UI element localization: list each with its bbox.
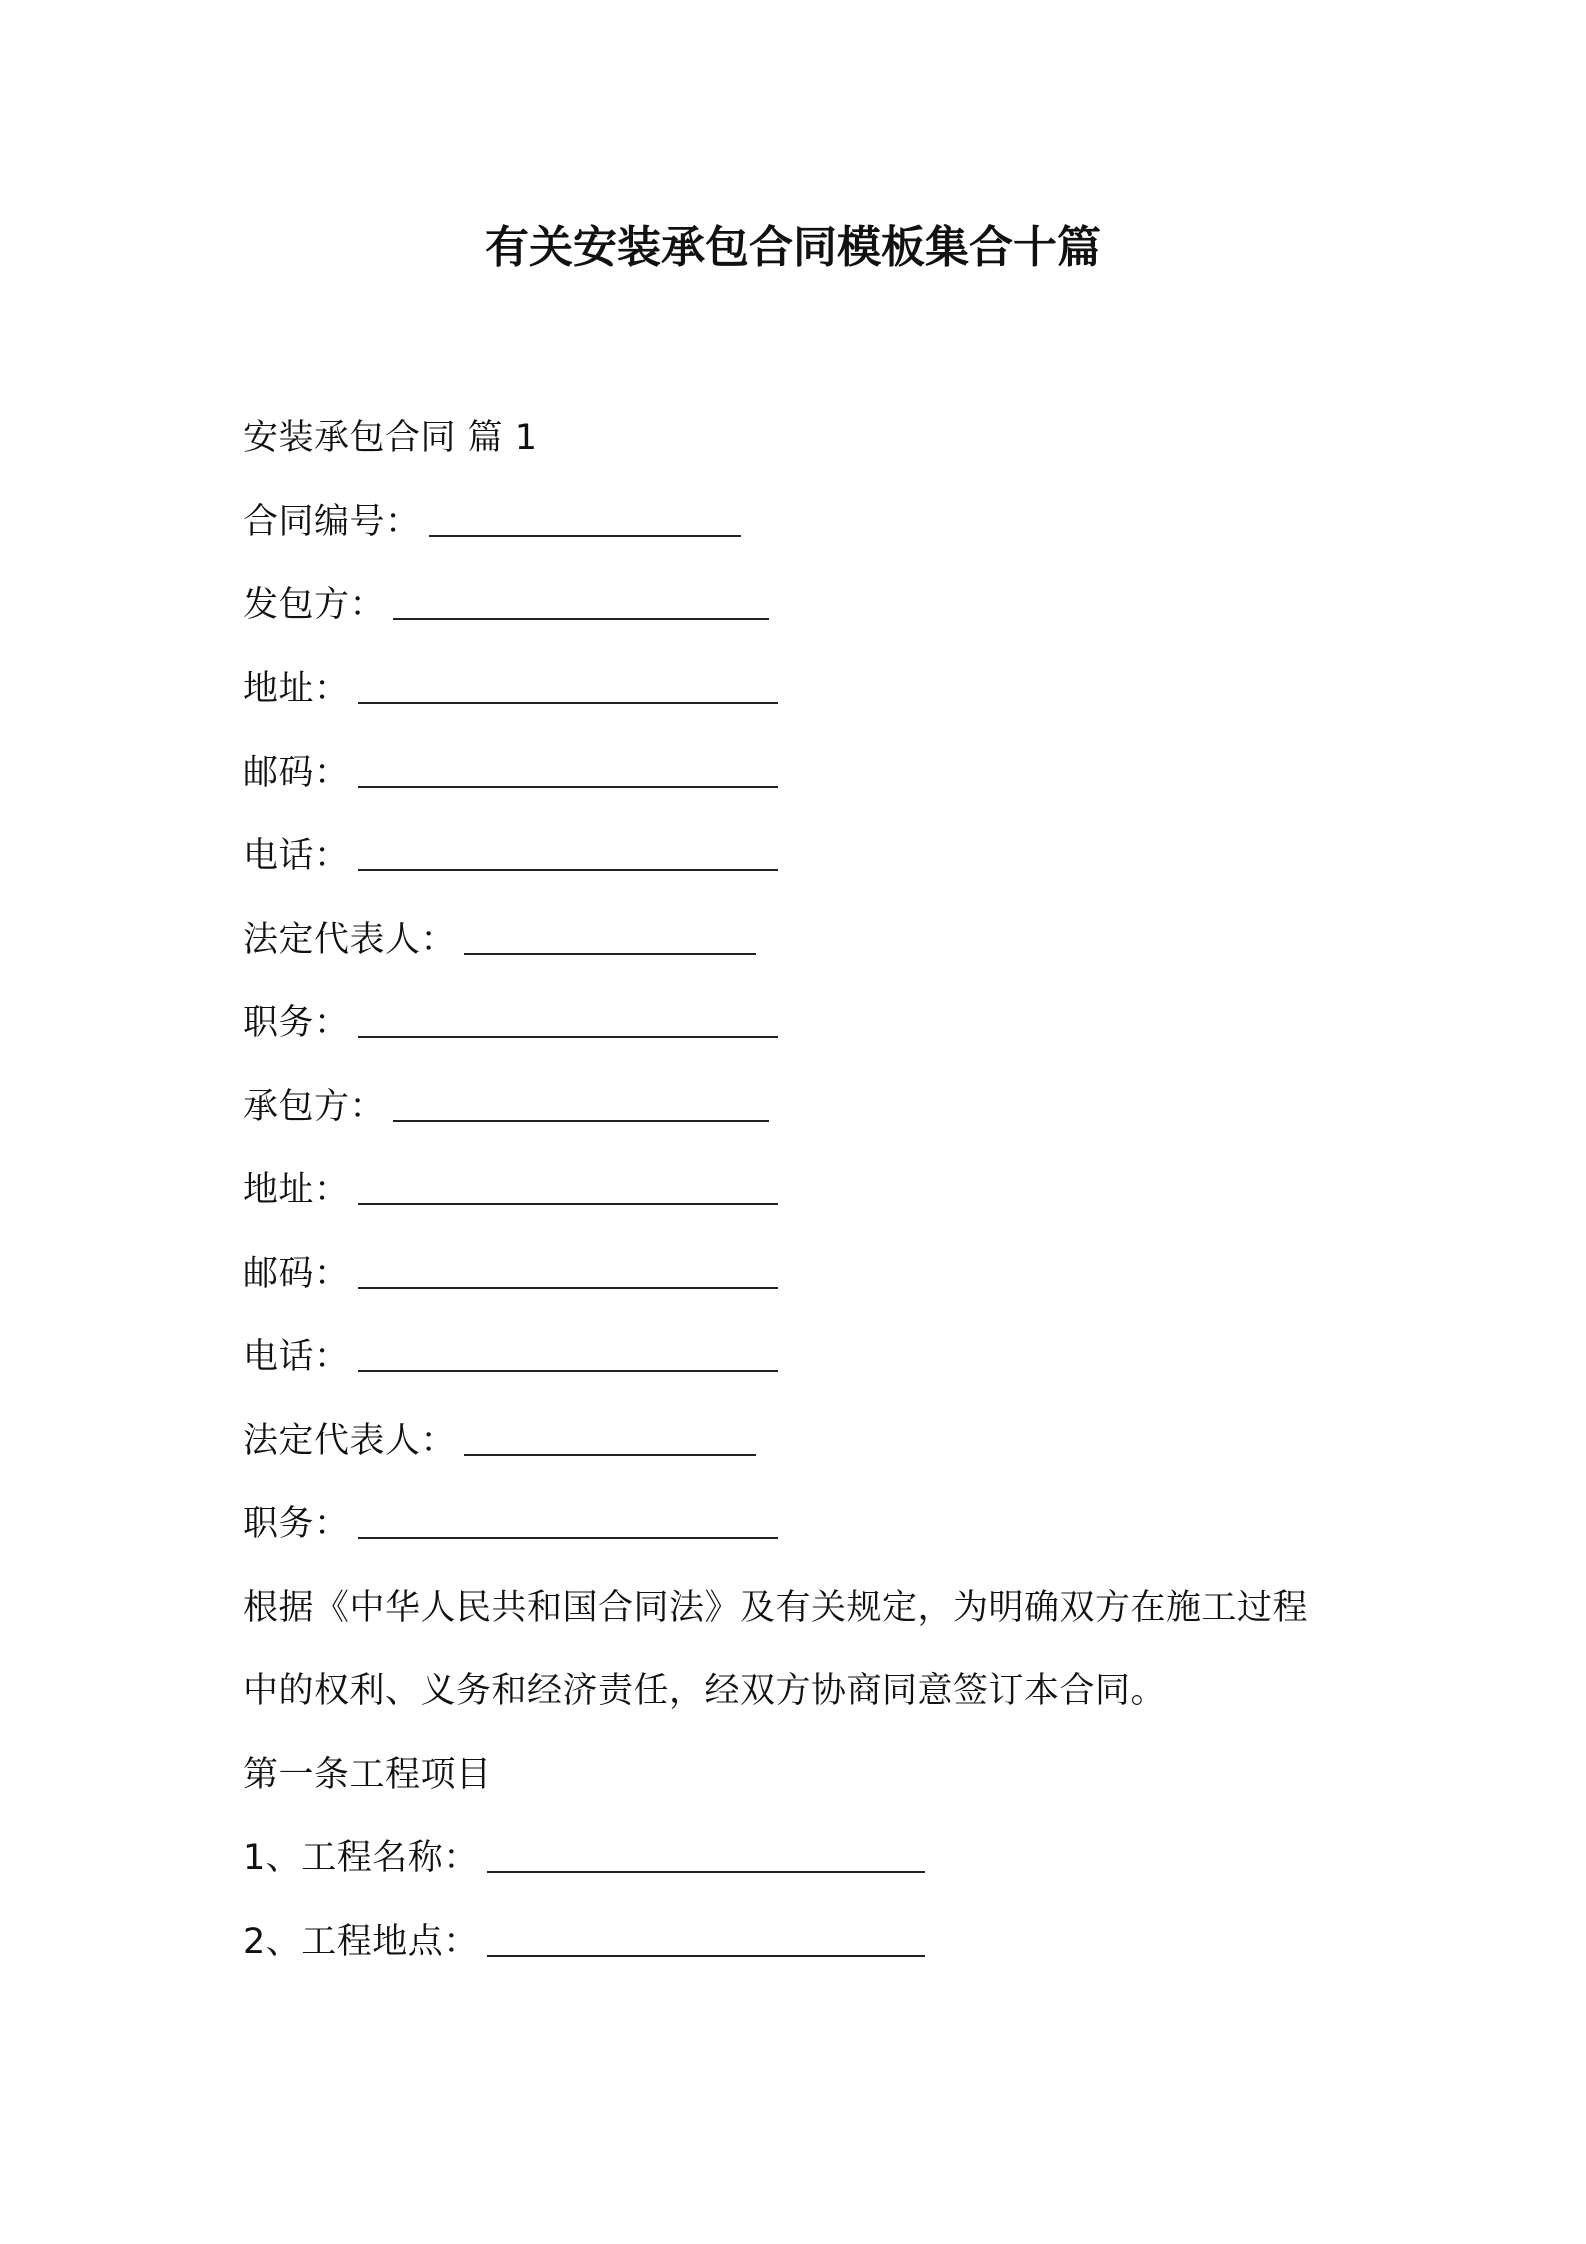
fill-in-blank <box>358 1370 778 1372</box>
field-label: 1、工程名称： <box>243 1838 479 1878</box>
field-contract-number <box>243 497 741 547</box>
field-contractor-position <box>243 1499 778 1549</box>
fill-in-blank <box>464 1454 756 1456</box>
preamble-line-2: 中的权利、义务和经济责任，经双方协商同意签订本合同。 <box>243 1671 1167 1711</box>
article-heading: 第一条工程项目 <box>243 1755 492 1795</box>
field-label: 2、工程地点： <box>243 1922 479 1962</box>
preamble-line-1: 根据《中华人民共和国合同法》及有关规定，为明确双方在施工过程 <box>243 1588 1309 1628</box>
fill-in-blank <box>393 618 769 620</box>
fill-in-blank <box>358 1203 778 1205</box>
field-project-location <box>243 1917 925 1967</box>
field-employer-postcode <box>243 748 778 798</box>
field-employer <box>243 580 769 630</box>
fill-in-blank <box>393 1120 769 1122</box>
fill-in-blank <box>358 702 778 704</box>
field-label: 法定代表人： <box>243 1421 457 1461</box>
fill-in-blank <box>487 1955 925 1957</box>
fill-in-blank <box>358 786 778 788</box>
field-label: 发包方： <box>243 585 386 625</box>
field-employer-legal-rep <box>243 915 756 965</box>
field-employer-address <box>243 664 778 714</box>
field-label: 邮码： <box>243 753 350 793</box>
field-label: 电话： <box>243 836 350 876</box>
document-title: 有关安装承包合同模板集合十篇 <box>485 222 1101 273</box>
field-project-name <box>243 1833 925 1883</box>
field-label: 电话： <box>243 1337 350 1377</box>
field-label: 法定代表人： <box>243 920 457 960</box>
field-label: 地址： <box>243 1170 350 1210</box>
field-label: 地址： <box>243 669 350 709</box>
field-contractor <box>243 1082 769 1132</box>
fill-in-blank <box>429 535 741 537</box>
fill-in-blank <box>358 1036 778 1038</box>
field-label: 承包方： <box>243 1087 386 1127</box>
field-contractor-legal-rep <box>243 1416 756 1466</box>
section-heading: 安装承包合同 篇 1 <box>243 418 538 458</box>
field-label: 职务： <box>243 1504 350 1544</box>
fill-in-blank <box>487 1871 925 1873</box>
field-label: 合同编号： <box>243 502 421 542</box>
fill-in-blank <box>464 953 756 955</box>
field-contractor-address <box>243 1165 778 1215</box>
fill-in-blank <box>358 1537 778 1539</box>
field-employer-phone <box>243 831 778 881</box>
field-employer-position <box>243 998 778 1048</box>
fill-in-blank <box>358 869 778 871</box>
field-label: 邮码： <box>243 1254 350 1294</box>
field-label: 职务： <box>243 1003 350 1043</box>
field-contractor-postcode <box>243 1249 778 1299</box>
field-contractor-phone <box>243 1332 778 1382</box>
fill-in-blank <box>358 1287 778 1289</box>
